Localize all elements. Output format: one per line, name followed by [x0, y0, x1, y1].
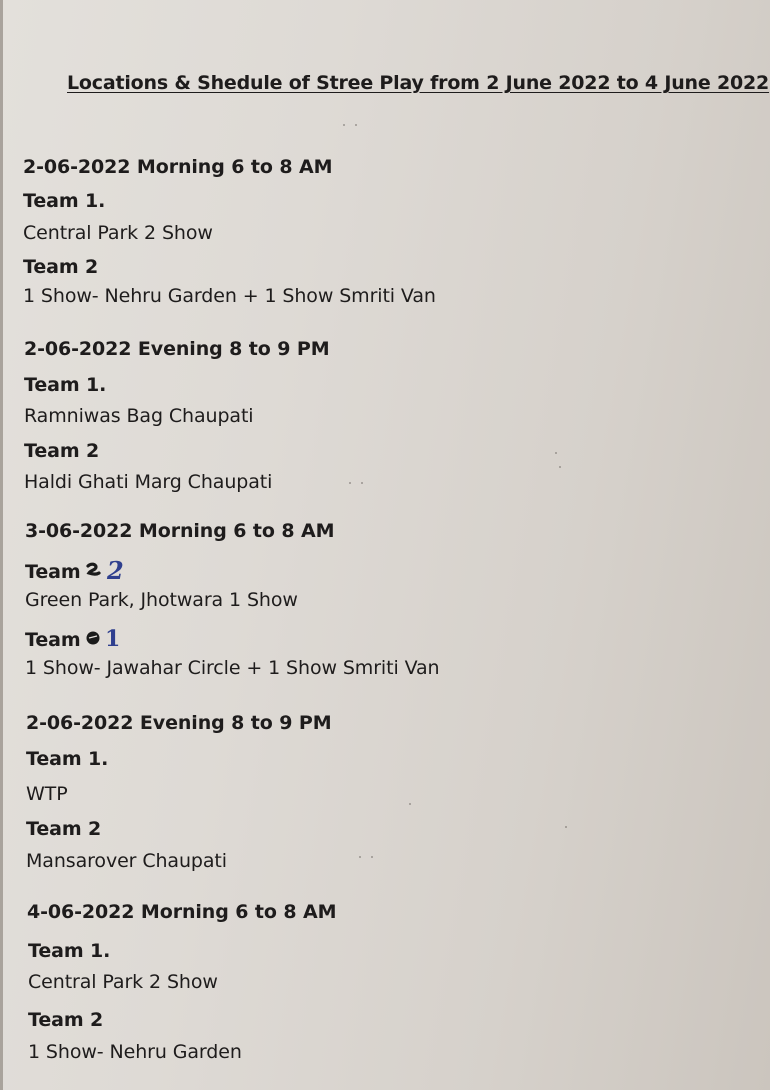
ink-scribble-mark — [85, 626, 119, 655]
team-label-corrected — [25, 558, 127, 587]
handwritten-team-number: 2 — [106, 558, 124, 582]
team-word: Team — [25, 629, 81, 651]
paper-speck — [409, 803, 411, 805]
paper-speck — [371, 856, 373, 858]
paper-speck — [359, 856, 361, 858]
paper-speck — [565, 826, 567, 828]
venue-text: Green Park, Jhotwara 1 Show — [25, 589, 298, 611]
session-heading: 2-06-2022 Evening 8 to 9 PM — [24, 338, 330, 360]
venue-text: 1 Show- Nehru Garden + 1 Show Smriti Van — [23, 285, 436, 307]
team-label: Team 2 — [23, 256, 99, 278]
ink-scribble-mark — [85, 558, 127, 587]
venue-text: Mansarover Chaupati — [26, 850, 227, 872]
session-heading: 2-06-2022 Evening 8 to 9 PM — [26, 712, 332, 734]
team-label: Team 1. — [28, 940, 111, 962]
team-label: Team 2 — [28, 1009, 104, 1031]
team-word: Team — [25, 561, 81, 583]
team-label: Team 2 — [26, 818, 102, 840]
venue-text: Ramniwas Bag Chaupati — [24, 405, 254, 427]
venue-text: Central Park 2 Show — [23, 222, 213, 244]
session-heading: 3-06-2022 Morning 6 to 8 AM — [25, 520, 335, 542]
document-title: Locations & Shedule of Stree Play from 2 June 2022 to 4 June 2022 — [67, 72, 770, 94]
venue-text: WTP — [26, 783, 68, 805]
paper-speck — [349, 482, 351, 484]
paper-speck — [343, 124, 345, 126]
venue-text: 1 Show- Nehru Garden — [28, 1041, 242, 1063]
venue-text: Haldi Ghati Marg Chaupati — [24, 471, 273, 493]
team-label: Team 1. — [26, 748, 109, 770]
venue-text: Central Park 2 Show — [28, 971, 218, 993]
paper-speck — [555, 452, 557, 454]
team-label: Team 2 — [24, 440, 100, 462]
paper-speck — [361, 482, 363, 484]
team-label: Team 1. — [24, 374, 107, 396]
session-heading: 2-06-2022 Morning 6 to 8 AM — [23, 156, 333, 178]
paper-speck — [559, 466, 561, 468]
paper-speck — [355, 124, 357, 126]
team-label-corrected — [25, 626, 119, 655]
handwritten-team-number: 1 — [104, 626, 119, 650]
team-label: Team 1. — [23, 190, 106, 212]
session-heading: 4-06-2022 Morning 6 to 8 AM — [27, 901, 337, 923]
venue-text: 1 Show- Jawahar Circle + 1 Show Smriti Van — [25, 657, 440, 679]
